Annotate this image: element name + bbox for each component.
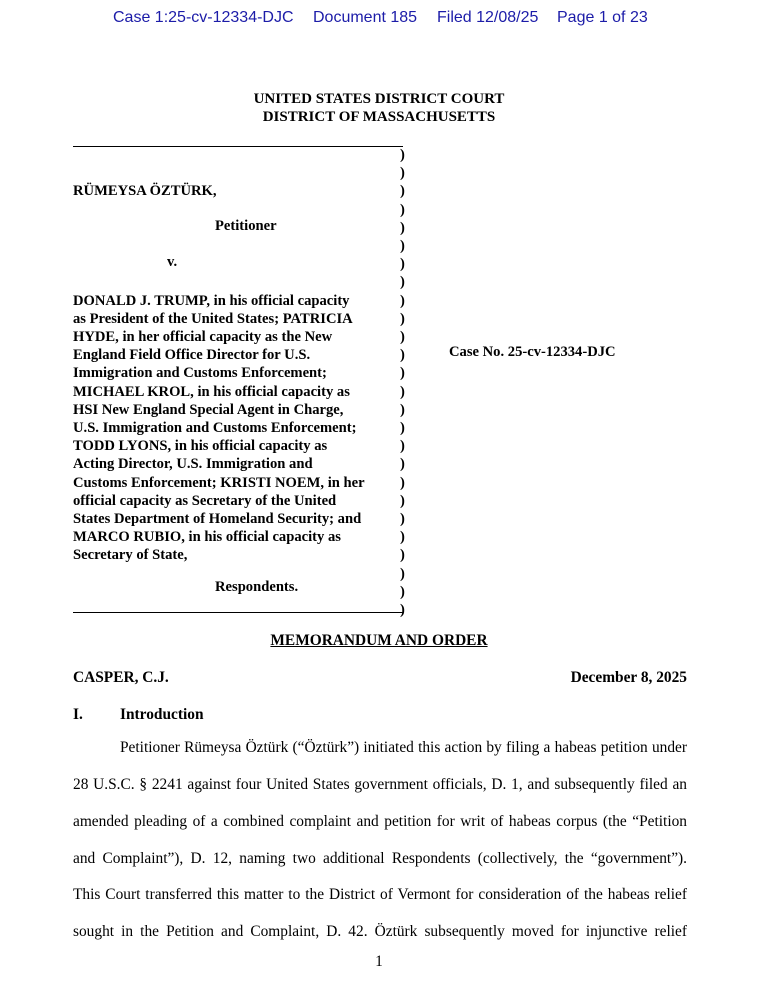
body-line: Petitioner Rümeysa Öztürk (“Öztürk”) initiated this action by filing a habeas petition under (120, 739, 687, 756)
caption-party-line: States Department of Homeland Security; and (73, 511, 362, 527)
caption-party-line: England Field Office Director for U.S. (73, 347, 311, 364)
caption-parenthesis: ) (400, 438, 405, 455)
caption-parenthesis: ) (400, 401, 405, 418)
case-number: Case No. 25-cv-12334-DJC (449, 344, 616, 360)
versus-label: v. (167, 254, 178, 270)
judge-name: CASPER, C.J. (73, 669, 169, 686)
caption-parenthesis: ) (400, 547, 405, 564)
caption-party-line: MICHAEL KROL, in his official capacity as (73, 383, 350, 400)
caption-party-line: as President of the United States; PATRICIA (73, 310, 353, 327)
caption-parenthesis: ) (400, 565, 405, 582)
caption-party-line: Secretary of State, (73, 547, 188, 564)
caption-party-line: HYDE, in her official capacity as the New (73, 329, 333, 345)
caption-party-line: Immigration and Customs Enforcement; (73, 365, 327, 382)
header-page-count: Page 1 of 23 (557, 9, 648, 26)
caption-parenthesis: ) (400, 329, 405, 345)
caption-parenthesis: ) (400, 238, 405, 254)
caption-parenthesis: ) (400, 583, 405, 600)
petitioner-label: Petitioner (215, 218, 277, 234)
caption-party-line: Acting Director, U.S. Immigration and (73, 456, 313, 473)
body-line: This Court transferred this matter to the District of Vermont for consideration of the habeas relief (73, 886, 687, 903)
caption-party-line: RÜMEYSA ÖZTÜRK, (73, 183, 217, 200)
caption-parenthesis: ) (400, 310, 405, 327)
court-district: DISTRICT OF MASSACHUSETTS (262, 109, 496, 125)
caption-parenthesis: ) (400, 183, 405, 200)
caption-parenthesis: ) (400, 292, 405, 309)
caption-party-line: TODD LYONS, in his official capacity as (73, 438, 328, 455)
caption-top-rule (73, 146, 403, 147)
section-number: I. (73, 706, 83, 723)
caption-party-line: HSI New England Special Agent in Charge, (73, 401, 344, 418)
body-line: and Complaint”), D. 12, naming two additional Respondents (collectively, the “government”). (73, 850, 687, 867)
caption-parenthesis: ) (400, 456, 405, 473)
order-date: December 8, 2025 (570, 669, 687, 686)
header-case-number: Case 1:25-cv-12334-DJC (113, 9, 294, 26)
caption-party-line: MARCO RUBIO, in his official capacity as (73, 529, 341, 546)
section-title: Introduction (120, 706, 204, 723)
body-line: 28 U.S.C. § 2241 against four United States government officials, D. 1, and subsequently filed an (73, 776, 687, 793)
document-title: MEMORANDUM AND ORDER (270, 632, 488, 649)
caption-parenthesis: ) (400, 511, 405, 527)
caption-party-line: DONALD J. TRUMP, in his official capacity (73, 292, 350, 309)
caption-parenthesis: ) (400, 256, 405, 273)
caption-parenthesis: ) (400, 420, 405, 436)
header-document-number: Document 185 (313, 9, 418, 26)
caption-parenthesis: ) (400, 347, 405, 364)
caption-parenthesis: ) (400, 365, 405, 382)
respondents-label: Respondents. (215, 579, 299, 595)
caption-party-line: U.S. Immigration and Customs Enforcement; (73, 420, 357, 436)
caption-parenthesis: ) (400, 201, 405, 218)
page-number: 1 (375, 953, 383, 970)
caption-parenthesis: ) (400, 492, 405, 509)
caption-parenthesis: ) (400, 529, 405, 546)
caption-parenthesis: ) (400, 147, 405, 163)
caption-parenthesis: ) (400, 474, 405, 491)
caption-bottom-rule (73, 612, 403, 613)
header-filed-date: Filed 12/08/25 (437, 9, 539, 26)
caption-parenthesis: ) (400, 383, 405, 400)
caption-parenthesis: ) (400, 274, 405, 291)
caption-party-line: Customs Enforcement; KRISTI NOEM, in her (73, 474, 365, 491)
caption-parenthesis: ) (400, 165, 405, 182)
caption-parenthesis: ) (400, 602, 405, 618)
caption-party-line: official capacity as Secretary of the United (73, 492, 337, 509)
body-line: amended pleading of a combined complaint and petition for writ of habeas corpus (the “Petition (73, 813, 687, 830)
body-line: sought in the Petition and Complaint, D. 42. Öztürk subsequently moved for injunctive relief (73, 923, 687, 940)
caption-parenthesis: ) (400, 219, 405, 236)
court-name: UNITED STATES DISTRICT COURT (253, 91, 505, 107)
